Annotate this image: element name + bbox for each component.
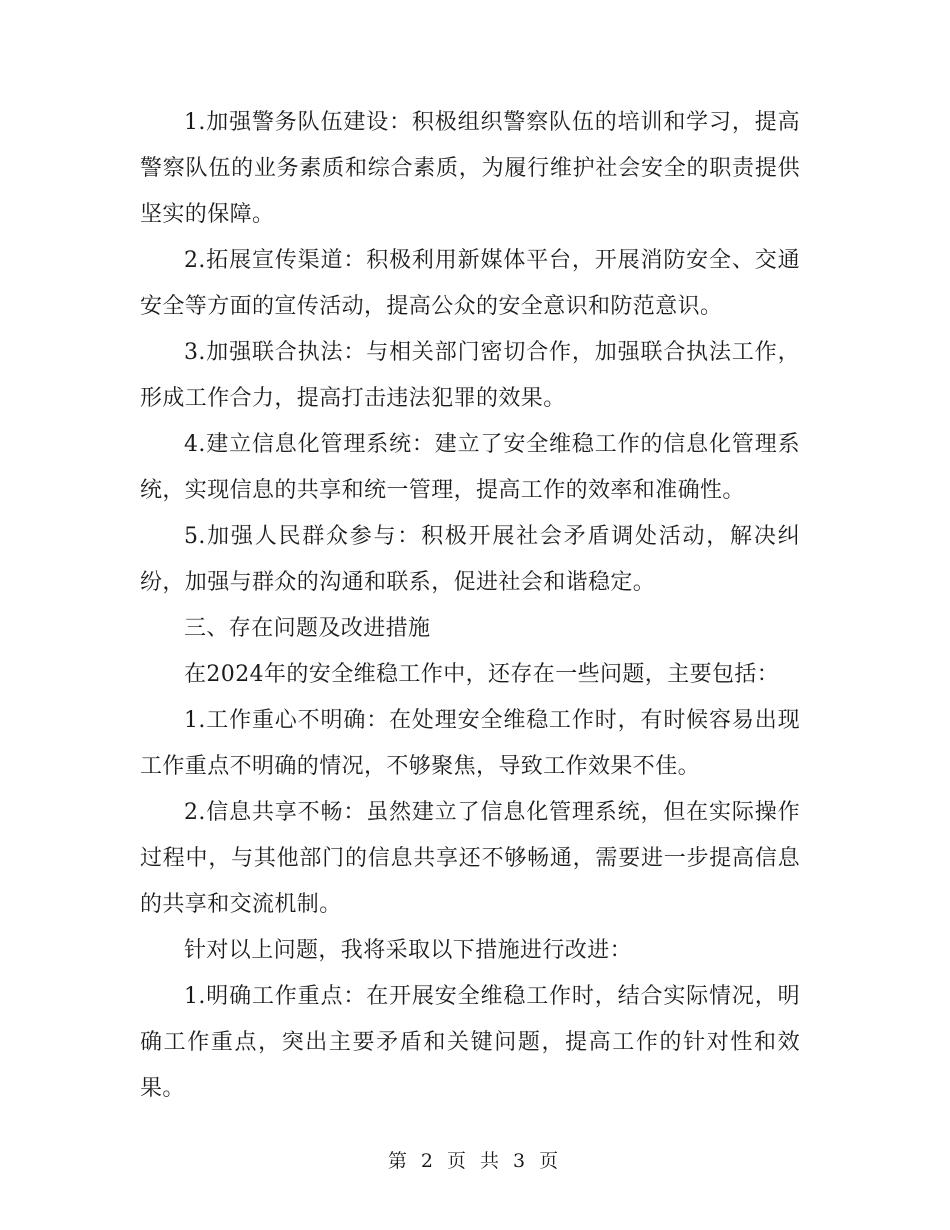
paragraph: 3.加强联合执法：与相关部门密切合作，加强联合执法工作，形成工作合力，提高打击违法犯罪的效果。 bbox=[140, 340, 800, 411]
section-heading: 三、存在问题及改进措施 bbox=[184, 616, 431, 641]
paragraph: 1.明确工作重点：在开展安全维稳工作时，结合实际情况，明确工作重点，突出主要矛盾和关键问题，提高工作的针对性和效果。 bbox=[140, 984, 800, 1101]
paragraph: 1.加强警务队伍建设：积极组织警察队伍的培训和学习，提高警察队伍的业务素质和综合素质，为履行维护社会安全的职责提供坚实的保障。 bbox=[140, 110, 800, 227]
paragraph: 5.加强人民群众参与：积极开展社会矛盾调处活动，解决纠纷，加强与群众的沟通和联系，促进社会和谐稳定。 bbox=[140, 524, 800, 595]
paragraph: 4.建立信息化管理系统：建立了安全维稳工作的信息化管理系统，实现信息的共享和统一管理，提高工作的效率和准确性。 bbox=[140, 432, 800, 503]
paragraph: 针对以上问题，我将采取以下措施进行改进： bbox=[184, 938, 633, 963]
paragraph: 1.工作重心不明确：在处理安全维稳工作时，有时候容易出现工作重点不明确的情况，不够聚焦，导致工作效果不佳。 bbox=[140, 708, 800, 779]
document-body bbox=[140, 100, 800, 1112]
page-number-footer: 第 2 页 共 3 页 bbox=[387, 1150, 563, 1172]
paragraph: 2.拓展宣传渠道：积极利用新媒体平台，开展消防安全、交通安全等方面的宣传活动，提高公众的安全意识和防范意识。 bbox=[140, 248, 800, 319]
paragraph: 在2024年的安全维稳工作中，还存在一些问题，主要包括： bbox=[184, 662, 780, 687]
paragraph: 2.信息共享不畅：虽然建立了信息化管理系统，但在实际操作过程中，与其他部门的信息共享还不够畅通，需要进一步提高信息的共享和交流机制。 bbox=[140, 800, 800, 917]
